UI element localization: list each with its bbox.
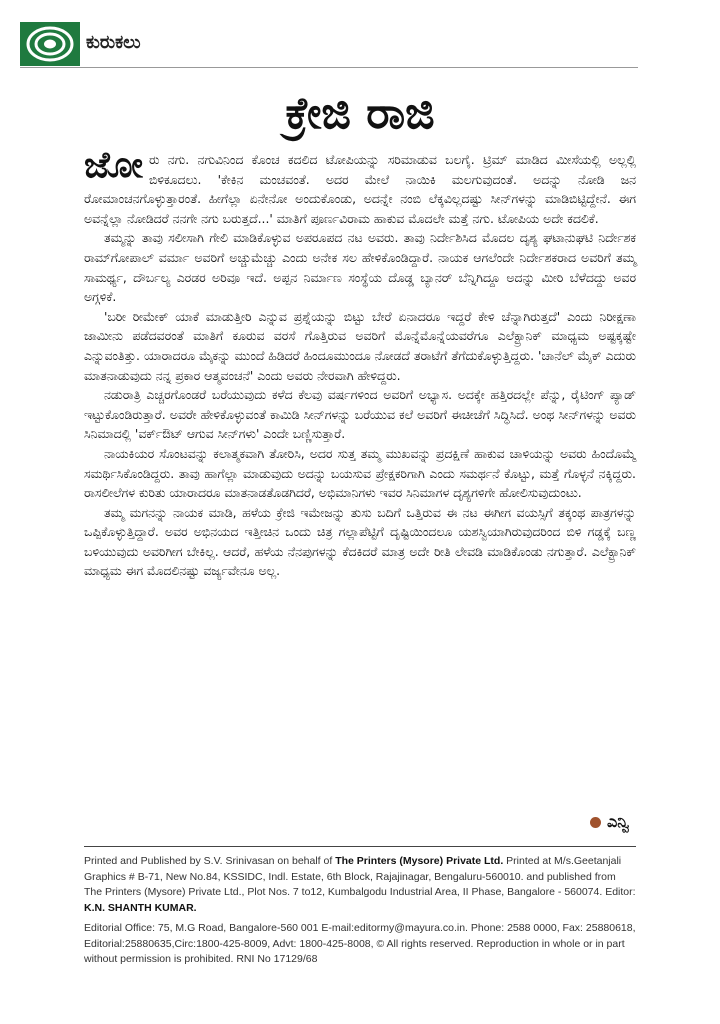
imprint-publisher [84,854,636,916]
footer-divider [84,846,636,847]
imprint-editor: K.N. SHANTH KUMAR. [84,901,197,914]
article-paragraph: ತಮ್ಮ ಮಗನನ್ನು ನಾಯಕ ಮಾಡಿ, ಹಳೆಯ ಕ್ರೇಜಿ ಇಮೇಜನ್ನು ತುಸು ಬದಿಗೆ ಒತ್ತಿರುವ ಈ ನಟ ಈಗೀಗ ವಯಸ್ಸಿಗೆ ತಕ್ಕಂಥ ಪಾತ್ರಗಳನ್ನು ಒಪ್ಪಿಕೊಳ್ಳುತ್ತಿದ್ದಾರೆ. ಅವರ ಅಭಿನಯದ ಇತ್ತೀಚಿನ ಒಂದು ಚಿತ್ರ ಗಲ್ಲಾಪೆಟ್ಟಿಗೆ ದೃಷ್ಟಿಯಿಂದಲೂ ಯಶಸ್ವಿಯಾಗಿರುವುದರಿಂದ ಬಿಳಿ ಗಡ್ಡಕ್ಕೆ ಬಣ್ಣ ಬಳಿಯುವುದು ಅವರಿಗೀಗ ಬೇಕಿಲ್ಲ. ಆದರೆ, ಹಳೆಯ ನೆನಪುಗಳನ್ನು ಕೆದಕಿದರೆ ಮಾತ್ರ ಅದೇ ರೀತಿ ಲೇವಡಿ ಮಾಡಿಕೊಂಡು ನಗುತ್ತಾರೆ. ಎಲೆಕ್ಟ್ರಾನಿಕ್ ಮಾಧ್ಯಮ ಈಗ ಮೊದಲಿನಷ್ಟು ವರ್ಜ್ಯವೇನೂ ಅಲ್ಲ. [84,504,636,579]
byline [590,812,629,832]
imprint-contact: Editorial Office: 75, M.G Road, Bangalore-560 001 E-mail:editormy@mayura.co.in. Phone: 2588 0000, Fax: 25880618, Editorial:25880635,Circ:1800-425-8009, Advt: 1800-425-8008, © All rights reserved. Reproduction in whole or in part without permission is prohibited. RNI No 17129/68 [84,922,636,965]
header-divider [20,67,638,68]
page-header [20,22,638,68]
article-paragraph: 'ಬರೀ ರೀಮೇಕ್ ಯಾಕೆ ಮಾಡುತ್ತೀರಿ ಎನ್ನುವ ಪ್ರಶ್ನೆಯನ್ನು ಬಿಟ್ಟು ಬೇರೆ ಏನಾದರೂ ಇದ್ದರೆ ಕೇಳಿ ಚೆನ್ನಾಗಿರುತ್ತದೆ' ಎಂದು ನಿರೀಕ್ಷಣಾ ಜಾಮೀನು ಪಡೆದವರಂತೆ ಮಾತಿಗೆ ಕೂರುವ ವರಸೆ ಗೊತ್ತಿರುವ ಅವರಿಗೆ ಮೊನ್ನೆಮೊನ್ನೆಯವರೆಗೂ ಎಲೆಕ್ಟ್ರಾನಿಕ್ ಮಾಧ್ಯಮ ಅಷ್ಟಕ್ಕಷ್ಟೇ ಎನ್ನುವಂತಿತ್ತು. ಯಾರಾದರೂ ಮೈಕನ್ನು ಮುಂದೆ ಹಿಡಿದರೆ ಹಿಂದೂಮುಂದೂ ನೋಡದೆ ತರಾಟೆಗೆ ತೆಗೆದುಕೊಳ್ಳುತ್ತಿದ್ದರು. 'ಚಾನೆಲ್ ಮೈಕ್ ಎದುರು ಮಾತನಾಡುವುದು ನನ್ನ ಪ್ರಕಾರ ಆತ್ಮವಂಚನೆ' ಎಂದು ಅವರು ನೇರವಾಗಿ ಹೇಳಿದ್ದರು. [84,308,636,383]
drop-cap: ಜೋ [84,145,143,186]
paragraph-text: ರು ನಗು. ನಗುವಿನಿಂದ ಕೊಂಚ ಕದಲಿದ ಟೋಪಿಯನ್ನು ಸರಿಮಾಡುವ ಬಲಗೈ. ಟ್ರಿಮ್ ಮಾಡಿದ ಮೀಸೆಯಲ್ಲಿ ಅಲ್ಲಲ್ಲಿ ಬಿಳಿಕೂದಲು. 'ಕೇಕಿನ ಮಂಚವಂತೆ. ಅದರ ಮೇಲೆ ನಾಯಿಕಿ ಮಲಗುವುದಂತೆ. ಅದನ್ನು ನೋಡಿ ಜನ ರೋಮಾಂಚನಗೊಳ್ಳುತ್ತಾರಂತೆ. ಹೀಗೆಲ್ಲಾ ಏನೇನೋ ಅಂದುಕೊಂಡು, ಅದನ್ನೇ ನಂಬಿ ಲೆಕ್ಕವಿಲ್ಲದಷ್ಟು ಸೀನ್‌ಗಳನ್ನು ಮಾಡಿಬಿಟ್ಟಿದ್ದೇನೆ. ಈಗ ಅವನ್ನೆಲ್ಲಾ ನೋಡಿದರೆ ನನಗೇ ನಗು ಬರುತ್ತದೆ...' ಮಾತಿಗೆ ಪೂರ್ಣವಿರಾಮ ಹಾಕುವ ಮೊದಲೇ ಮತ್ತೆ ನಗು. ಟೋಪಿಯ ಅದೇ ಕದಲಿಕೆ. [84,152,636,226]
bullet-dot-icon [590,817,601,828]
article-paragraph: ನಾಯಕಿಯರ ಸೊಂಟವನ್ನು ಕಲಾತ್ಮಕವಾಗಿ ತೋರಿಸಿ, ಅದರ ಸುತ್ತ ತಮ್ಮ ಮುಖವನ್ನು ಪ್ರದಕ್ಷಿಣೆ ಹಾಕುವ ಚಾಳಿಯನ್ನು ಅವರು ಹಿಂದೊಮ್ಮೆ ಸಮರ್ಥಿಸಿಕೊಂಡಿದ್ದರು. ತಾವು ಹಾಗೆಲ್ಲಾ ಮಾಡುವುದು ಅದನ್ನು ಬಯಸುವ ಪ್ರೇಕ್ಷಕರಿಗಾಗಿ ಎಂದು ಸಮರ್ಥನೆ ಕೊಟ್ಟು, ಮತ್ತೆ ಗೊಳ್ಳನೆ ನಕ್ಕಿದ್ದರು. ರಾಸಲೀಲೆಗಳ ಕುರಿತು ಯಾರಾದರೂ ಮಾತನಾಡತೊಡಗಿದರೆ, ಅಭಿಮಾನಿಗಳು ಇವರ ಸಿನಿಮಾಗಳ ದೃಶ್ಯಗಳಿಗೇ ಹೋಲಿಸುವುದುಂಟು. [84,445,636,501]
imprint [84,854,636,973]
article-paragraph: ತಮ್ಮನ್ನು ತಾವು ಸಲೀಸಾಗಿ ಗೇಲಿ ಮಾಡಿಕೊಳ್ಳುವ ಅಪರೂಪದ ನಟ ಅವರು. ತಾವು ನಿರ್ದೇಶಿಸಿದ ಮೊದಲ ದೃಶ್ಯ ಘಟಾನುಘಟಿ ನಿರ್ದೇಶಕ ರಾಮ್‌ಗೋಪಾಲ್ ವರ್ಮಾ ಅವರಿಗೆ ಅಚ್ಚುಮೆಚ್ಚು ಎಂದು ಅನೇಕ ಸಲ ಹೇಳಿಕೊಂಡಿದ್ದಾರೆ. ನಾಯಕ ಆಗಲೆಂದೇ ನಿರ್ದೇಶಕರಾದ ಅವರಿಗೆ ತಮ್ಮ ಸಾಮರ್ಥ್ಯ, ದೌರ್ಬಲ್ಯ ಎರಡರ ಅರಿವೂ ಇದೆ. ಅಪ್ಪನ ನಿರ್ಮಾಣ ಸಂಸ್ಥೆಯ ದೊಡ್ಡ ಬ್ಯಾನರ್ ಬೆನ್ನಿಗಿದ್ದೂ ಅದನ್ನು ಮೀರಿ ಬೆಳೆದದ್ದು ಅವರ ಅಗ್ಗಳಿಕೆ. [84,230,636,305]
article-paragraph [84,145,636,228]
imprint-text: Printed and Published by S.V. Srinivasan on behalf of [84,855,336,867]
section-label: ಕುರುಕಲು [86,32,141,53]
article-body [84,145,636,581]
imprint-company: The Printers (Mysore) Private Ltd. [335,855,504,867]
byline-text: ಎನ್ವಿ [607,812,630,831]
article-paragraph: ನಡುರಾತ್ರಿ ಎಚ್ಚರಗೊಂಡರೆ ಬರೆಯುವುದು ಕಳೆದ ಕೆಲವು ವರ್ಷಗಳಿಂದ ಅವರಿಗೆ ಅಭ್ಯಾಸ. ಅದಕ್ಕೇ ಹತ್ತಿರದಲ್ಲೇ ಪೆನ್ನು, ರೈಟಿಂಗ್ ಪ್ಯಾಡ್ ಇಟ್ಟುಕೊಂಡಿರುತ್ತಾರೆ. ಅವರೇ ಹೇಳಿಕೊಳ್ಳುವಂತೆ ಕಾಮಿಡಿ ಸೀನ್‌ಗಳನ್ನು ಬರೆಯುವ ಕಲೆ ಅವರಿಗೆ ಈಚೀಚೆಗೆ ಸಿದ್ಧಿಸಿದೆ. ಅಂಥ ಸೀನ್‌ಗಳನ್ನು ಅವರು ಸಿನಿಮಾದಲ್ಲಿ 'ವರ್ಕ್‌ಔಟ್ ಆಗುವ ಸೀನ್‌ಗಳು' ಎಂದೇ ಬಣ್ಣಿಸುತ್ತಾರೆ. [84,387,636,442]
article-title: ಕ್ರೇಜಿ ರಾಜಿ [285,88,435,139]
magazine-logo [20,22,80,66]
imprint-text: Printed at M/s.Geetanjali Graphics # B-71, New No.84, KSSIDC, Indl. Estate, 6th Block, Rajajinagar, Bengaluru-560010. and published from The Printers (Mysore) Private Ltd., Plot Nos. 7 to12, Kumbalgodu Industrial Area, II Phase, Bangalore - 560074. Editor: [84,855,636,898]
spiral-logo-icon [20,22,80,66]
